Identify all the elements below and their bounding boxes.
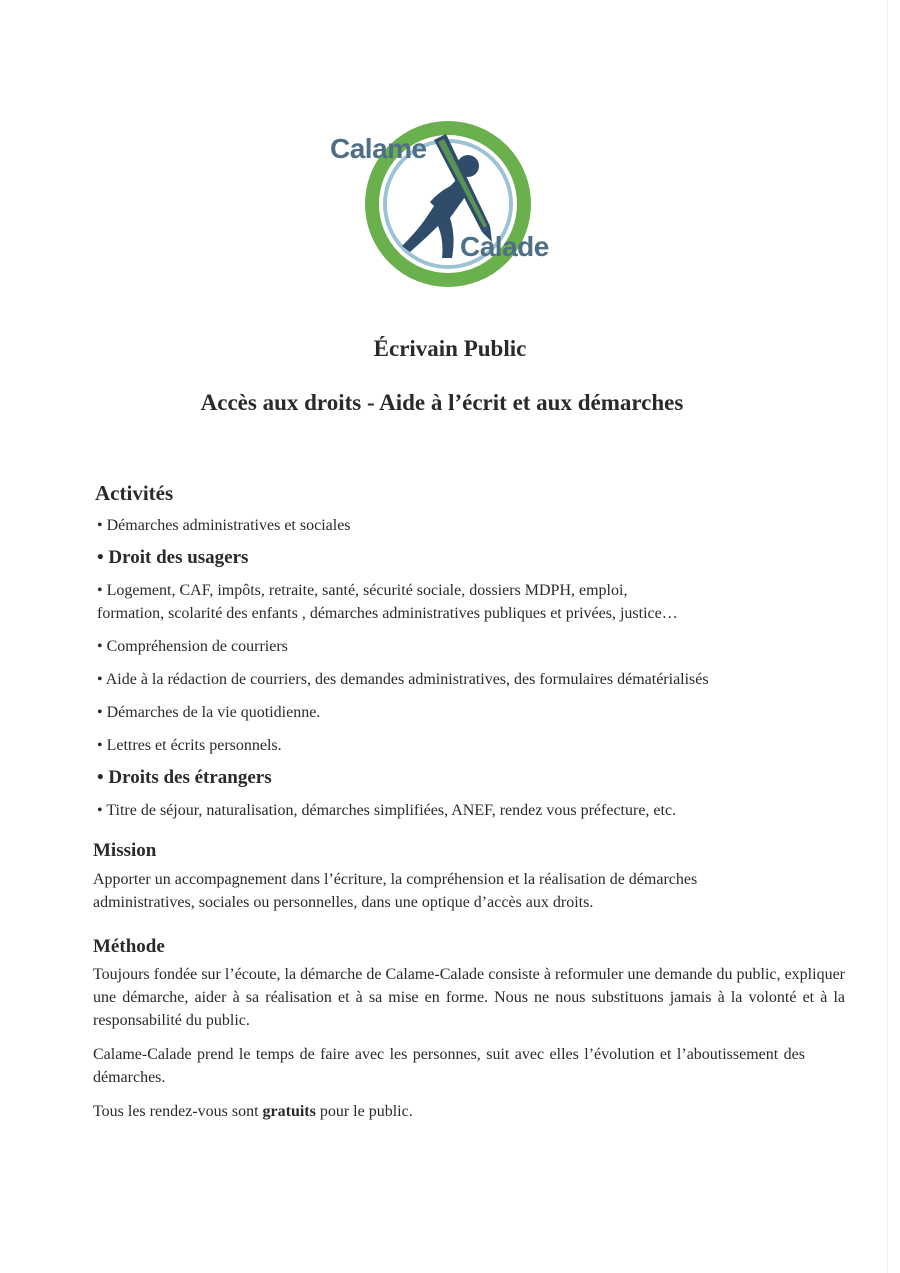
logo-graphic xyxy=(330,118,580,290)
document-body xyxy=(93,481,845,1123)
gratuits-emphasis: gratuits xyxy=(262,1103,316,1120)
page-title: Écrivain Public xyxy=(373,336,527,361)
activites-intro: • Démarches administratives et sociales xyxy=(97,517,351,534)
droit-usagers-item: • Lettres et écrits personnels. xyxy=(97,737,282,754)
mission-heading: Mission xyxy=(93,840,157,861)
droit-usagers-item: • Démarches de la vie quotidienne. xyxy=(97,704,321,721)
page-edge xyxy=(887,0,888,1273)
droit-usagers-item: • Logement, CAF, impôts, retraite, santé, sécurité sociale, dossiers MDPH, emploi, xyxy=(97,582,628,599)
mission-text: Apporter un accompagnement dans l’écriture, la compréhension et la réalisation de démarches administratives, sociales ou personnelles, dans une optique d’accès aux droits. xyxy=(93,871,698,911)
calame-calade-logo xyxy=(330,118,580,290)
methode-paragraph-3 xyxy=(93,1100,845,1123)
droit-usagers-item: • Compréhension de courriers xyxy=(97,638,288,655)
logo-word-calade: Calade xyxy=(460,231,549,262)
methode-paragraph-3-end: pour le public. xyxy=(315,1103,413,1120)
logo-word-calame: Calame xyxy=(330,133,427,164)
page-subtitle: Accès aux droits - Aide à l’écrit et aux démarches xyxy=(200,390,684,415)
droit-usagers-item: formation, scolarité des enfants , démarches administratives publiques et privées, justice… xyxy=(97,605,678,622)
methode-paragraph-1: Toujours fondée sur l’écoute, la démarche de Calame-Calade consiste à reformuler une demande du public, expliquer une démarche, aider à sa réalisation et à sa mise en forme. Nous ne nous substituons jamais à la volonté et à la responsabilité du public. xyxy=(93,966,845,1029)
droit-usagers-heading: • Droit des usagers xyxy=(97,547,249,568)
methode-paragraph-2: Calame-Calade prend le temps de faire avec les personnes, suit avec elles l’évolution et l’aboutissement des démarches. xyxy=(93,1046,805,1086)
methode-paragraph-3-start: Tous les rendez-vous sont xyxy=(93,1103,263,1120)
droits-etrangers-item: • Titre de séjour, naturalisation, démarches simplifiées, ANEF, rendez vous préfecture, etc. xyxy=(97,802,677,819)
droits-etrangers-heading: • Droits des étrangers xyxy=(97,767,272,788)
methode-heading: Méthode xyxy=(93,936,165,957)
droit-usagers-item: • Aide à la rédaction de courriers, des demandes administratives, des formulaires dématérialisés xyxy=(97,671,709,688)
activites-heading: Activités xyxy=(95,481,174,505)
